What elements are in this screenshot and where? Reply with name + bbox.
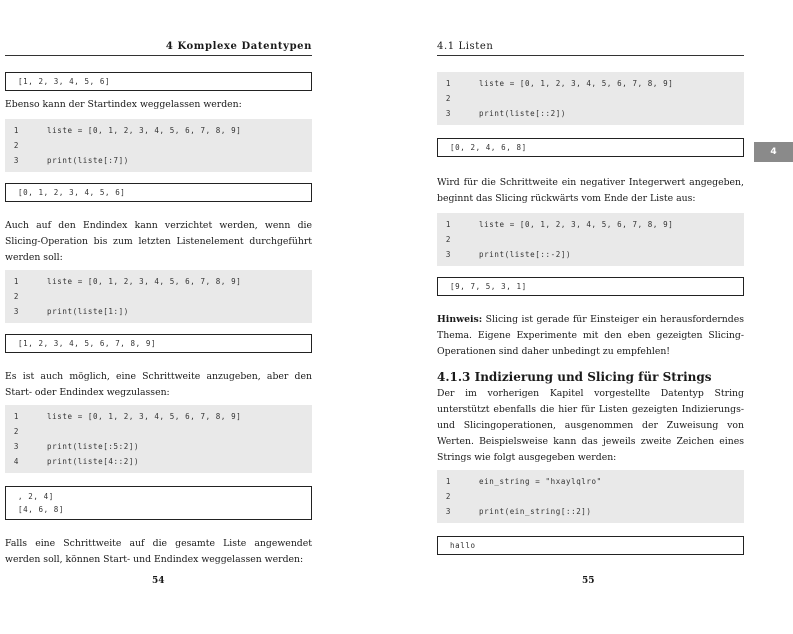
hint-label: Hinweis: [437,314,483,325]
code-block [5,405,312,473]
code-output: [0, 2, 4, 6, 8] [437,138,744,157]
line-number: 3 [13,156,19,165]
code-line [5,138,312,153]
section-heading: 4.1.3 Indizierung und Slicing für Strings [437,370,712,384]
code-output: [9, 7, 5, 3, 1] [437,277,744,296]
code-text: liste = [0, 1, 2, 3, 4, 5, 6, 7, 8, 9] [479,220,674,229]
header-rule [5,55,312,56]
code-line [5,424,312,439]
code-text: print(liste[:5:2]) [47,442,140,451]
paragraph: Der im vorherigen Kapitel vorgestellte Datentyp String unterstützt ebenfalls die hier für Listen gezeigten Indizierungs- und Slicingoperationen, ausgenommen der Zuweisung von Werten. Beispielsweise kann das jeweils zweite Zeichen eines Strings wie folgt ausgegeben werden: [437,388,744,463]
paragraph: Falls eine Schrittweite auf die gesamte Liste angewendet werden soll, können Start- und Endindex weggelassen werden: [5,538,312,565]
code-line [437,504,744,519]
code-line [437,106,744,121]
code-output: [1, 2, 3, 4, 5, 6, 7, 8, 9] [5,334,312,353]
output-line: , 2, 4] [18,492,54,501]
code-text: print(liste[1:]) [47,307,129,316]
code-text: liste = [0, 1, 2, 3, 4, 5, 6, 7, 8, 9] [479,79,674,88]
code-line [5,123,312,138]
running-header: 4 Komplexe Datentypen [165,41,312,52]
code-block [437,72,744,125]
code-text: liste = [0, 1, 2, 3, 4, 5, 6, 7, 8, 9] [47,412,242,421]
code-line [437,76,744,91]
header-rule [437,55,744,56]
hint-text: Slicing ist gerade für Einsteiger ein herausforderndes Thema. Eigene Experimente mit den eben gezeigten Slicing-Operationen sind daher unbedingt zu empfehlen! [437,314,744,357]
code-line [5,289,312,304]
page-number: 55 [582,576,595,586]
line-number: 1 [445,220,451,229]
line-number: 2 [445,492,451,501]
paragraph: Auch auf den Endindex kann verzichtet werden, wenn die Slicing-Operation bis zum letzten Listenelement durchgeführt werden soll: [5,220,312,263]
paragraph: Ebenso kann der Startindex weggelassen werden: [5,99,242,110]
code-text: print(ein_string[::2]) [479,507,592,516]
paragraph: Wird für die Schrittweite ein negativer Integerwert angegeben, beginnt das Slicing rückwärts vom Ende der Liste aus: [437,177,744,204]
code-text: ein_string = "hxaylqlro" [479,477,602,486]
right-page [397,0,793,634]
code-output: [0, 1, 2, 3, 4, 5, 6] [5,183,312,202]
code-text: print(liste[4::2]) [47,457,140,466]
line-number: 3 [13,307,19,316]
code-line [437,489,744,504]
code-output: [1, 2, 3, 4, 5, 6] [5,72,312,91]
chapter-tab: 4 [754,142,793,162]
code-block [437,470,744,523]
code-line [5,454,312,469]
left-page [0,0,396,634]
line-number: 3 [445,250,451,259]
line-number: 2 [445,94,451,103]
code-line [437,474,744,489]
line-number: 1 [13,412,19,421]
page-content [5,72,312,568]
hint-paragraph [437,312,744,360]
paragraph: Es ist auch möglich, eine Schrittweite anzugeben, aber den Start- oder Endindex wegzulassen: [5,371,312,398]
line-number: 4 [13,457,19,466]
code-block [5,119,312,172]
code-text: print(liste[:7]) [47,156,129,165]
line-number: 1 [445,477,451,486]
line-number: 3 [13,442,19,451]
code-block [437,213,744,266]
code-text: liste = [0, 1, 2, 3, 4, 5, 6, 7, 8, 9] [47,277,242,286]
line-number: 2 [13,427,19,436]
code-text: print(liste[::2]) [479,109,566,118]
line-number: 2 [445,235,451,244]
code-line [437,91,744,106]
output-line: [4, 6, 8] [18,505,65,514]
code-output [5,486,312,520]
code-block [5,270,312,323]
line-number: 1 [13,277,19,286]
code-line [5,409,312,424]
code-line [5,153,312,168]
line-number: 1 [445,79,451,88]
line-number: 2 [13,292,19,301]
code-line [437,247,744,262]
line-number: 1 [13,126,19,135]
running-header: 4.1 Listen [437,41,494,52]
line-number: 2 [13,141,19,150]
page-content [437,72,744,555]
code-line [437,217,744,232]
line-number: 3 [445,109,451,118]
code-text: print(liste[::-2]) [479,250,572,259]
code-line [5,274,312,289]
code-line [437,232,744,247]
page-number: 54 [152,576,165,586]
code-output: hallo [437,536,744,555]
line-number: 3 [445,507,451,516]
code-text: liste = [0, 1, 2, 3, 4, 5, 6, 7, 8, 9] [47,126,242,135]
code-line [5,304,312,319]
code-line [5,439,312,454]
